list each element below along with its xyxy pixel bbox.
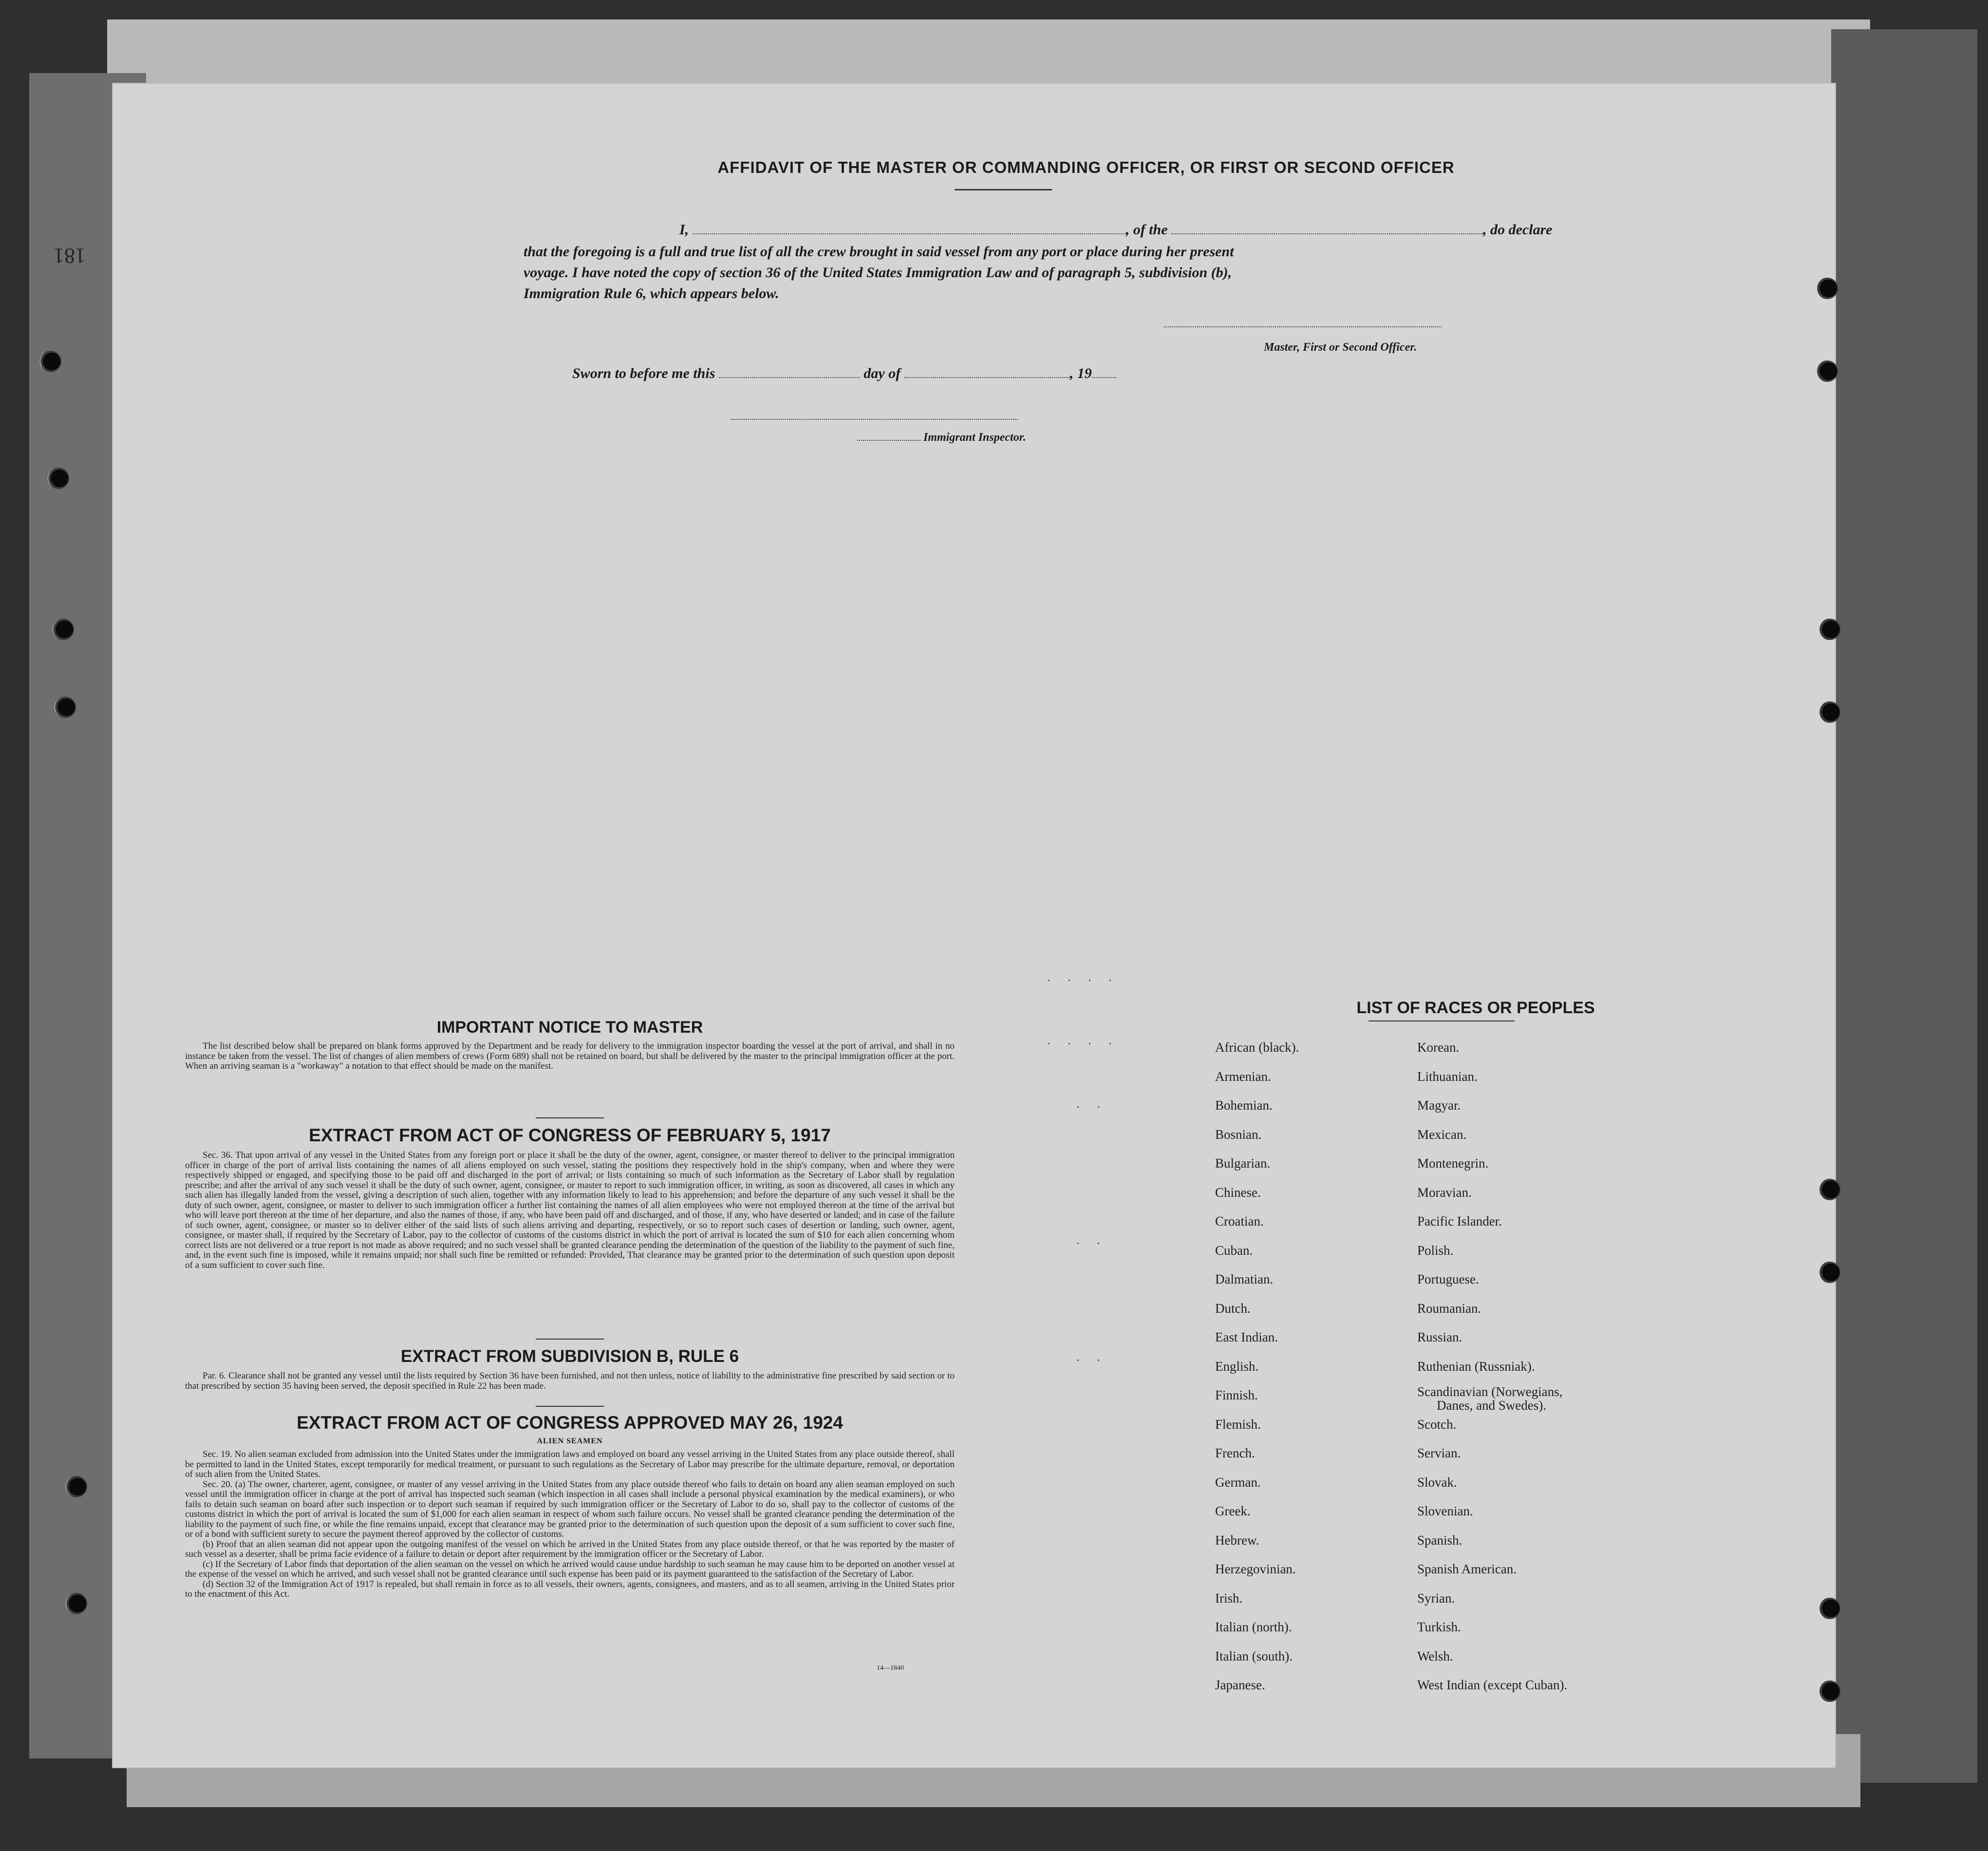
extract-1917-heading: EXTRACT FROM ACT OF CONGRESS OF FEBRUARY 5, 1917 [309,1125,831,1145]
race-item: Japanese. [1215,1678,1265,1692]
race-item: English. [1215,1359,1259,1374]
extract-1924-subheading: ALIEN SEAMEN [537,1437,603,1445]
back-sheet-right [1831,29,1977,1783]
extract-rule6-text: Par. 6. Clearance shall not be granted any vessel until the lists required by Section 36 have been furnished, and not then unless, notice of liability to the administrative fine prescribed by said section or to that prescribed by section 35 having been served, the deposit specified in Rule 22 has been made. [185,1371,955,1391]
declaration-line-1 [572,222,1552,238]
punch-hole [66,1476,87,1497]
race-item: Turkish. [1417,1620,1461,1634]
bleed-through-marks: . . . . [1047,1033,1119,1048]
stamp-number: 181 [54,244,86,268]
punch-hole [1819,1179,1840,1200]
race-item: Slovenian. [1417,1504,1473,1518]
race-item: Italian (south). [1215,1648,1293,1663]
punch-hole [1819,1681,1840,1702]
extract-rule6-heading: EXTRACT FROM SUBDIVISION B, RULE 6 [400,1347,739,1366]
race-item: Ruthenian (Russniak). [1417,1359,1535,1374]
sworn-day-field[interactable] [719,377,860,378]
punch-hole [40,351,61,372]
race-item: Irish. [1215,1590,1243,1605]
declaration-line-3: voyage. I have noted the copy of section 36 of the United States Immigration Law and of paragraph 5, subdivision (b), [524,264,1232,281]
bleed-through-marks: . . [1076,1232,1107,1247]
sec-20-d: (d) Section 32 of the Immigration Act of 1917 is repealed, but shall remain in force as to all vessels, their owners, agents, consignees, and masters, and as to all seamen, arriving in the United States prior to the enactment of this Act. [185,1579,955,1599]
notice-text: The list described below shall be prepared on blank forms approved by the Department and be ready for delivery to the immigration inspector boarding the vessel at the port of arrival, and shall in no instance be taken from the vessel. The list of changes of alien members of crews (Form 689) shall not be retained on board, but shall be delivered by the master to the principal immigration officer at the port. When an arriving seaman is a "workaway" a notation to that effect should be made on the manifest. [185,1041,955,1071]
of-the-text: , of the [1125,222,1168,238]
race-item: Lithuanian. [1417,1069,1478,1084]
declaration-line-4: Immigration Rule 6, which appears below. [524,285,779,302]
race-item: Bohemian. [1215,1098,1273,1113]
race-item: Korean. [1417,1040,1460,1055]
punch-hole [1817,360,1838,382]
punch-hole [48,468,69,489]
races-heading: LIST OF RACES OR PEOPLES [1356,999,1595,1017]
race-item: Pacific Islander. [1417,1214,1502,1228]
race-item: Welsh. [1417,1648,1453,1663]
race-item: Spanish. [1417,1532,1463,1548]
race-item: Scandinavian (Norwegians, Danes, and Swedes). [1417,1384,1563,1413]
section-rule [536,1339,604,1340]
race-item: Bosnian. [1215,1127,1262,1142]
sworn-month-field[interactable] [904,377,1070,378]
race-item: Hebrew. [1215,1532,1259,1548]
do-declare-text: , do declare [1483,222,1553,238]
race-item: Finnish. [1215,1388,1258,1402]
race-item: Mexican. [1417,1127,1467,1142]
races-rule [1369,1020,1515,1021]
race-item-continuation: Danes, and Swedes). [1437,1398,1546,1413]
race-item: Montenegrin. [1417,1156,1489,1171]
vessel-name-field[interactable] [1171,233,1483,234]
punch-hole [1819,1598,1840,1619]
race-item: African (black). [1215,1040,1299,1055]
sec-19: Sec. 19. No alien seaman excluded from admission into the United States under the immigration laws and employed on board any vessel arriving in the United States from any place outside thereof, shall be permitted to land in the United States, except temporarily for medical treatment, or pursuant to such regulations as the Secretary of Labor may prescribe for the ultimate departure, removal, or deportation of such alien from the United States. [185,1449,955,1479]
race-item: Italian (north). [1215,1620,1292,1634]
race-item: Cuban. [1215,1243,1253,1258]
form-page [112,83,1836,1768]
notice-heading: IMPORTANT NOTICE TO MASTER [436,1018,703,1037]
extract-1924-text [185,1450,955,1600]
master-signature-field[interactable] [1164,326,1442,327]
declarant-prefix: I, [679,222,689,238]
race-item: Magyar. [1417,1098,1461,1113]
race-item: Dutch. [1215,1301,1251,1316]
race-item: Herzegovinian. [1215,1562,1296,1576]
punch-hole [66,1593,87,1614]
race-item: Portuguese. [1417,1272,1479,1286]
sworn-line [572,365,1116,382]
race-item: East Indian. [1215,1330,1278,1344]
title-rule [955,189,1052,190]
race-item: French. [1215,1446,1255,1460]
inspector-signature-label: Immigrant Inspector. [857,431,1026,444]
punch-hole [1819,701,1840,723]
sec-20-b: (b) Proof that an alien seaman did not appear upon the outgoing manifest of the vessel on which he arrived in the United States from any place outside thereof, or that he was reported by the master of such vessel as a deserter, shall be prima facie evidence of a failure to detain or deport after requirement by the immigration officer or the Secretary of Labor. [185,1539,955,1559]
bleed-through-marks: . . . . [1047,969,1119,984]
race-item: Greek. [1215,1504,1251,1518]
form-number: 14—1840 [877,1664,904,1672]
race-item: Syrian. [1417,1590,1455,1605]
punch-hole [1819,619,1840,640]
punch-hole [1819,1262,1840,1283]
day-of-text: day of [863,365,901,381]
race-item: West Indian (except Cuban). [1417,1678,1568,1692]
race-item: Croatian. [1215,1214,1264,1228]
affidavit-title: AFFIDAVIT OF THE MASTER OR COMMANDING OFFICER, OR FIRST OR SECOND OFFICER [717,158,1455,176]
race-item: Roumanian. [1417,1301,1482,1316]
extract-1924-heading: EXTRACT FROM ACT OF CONGRESS APPROVED MAY 26, 1924 [297,1413,843,1433]
race-item: Polish. [1417,1243,1454,1258]
section-rule [536,1406,604,1407]
race-item: Bulgarian. [1215,1156,1271,1171]
race-item: German. [1215,1474,1261,1490]
section-rule [536,1117,604,1118]
punch-hole [1817,278,1838,299]
race-item: Servian. [1417,1446,1461,1460]
punch-hole [55,697,76,718]
race-item: Flemish. [1215,1417,1261,1432]
declaration-line-2: that the foregoing is a full and true list of all the crew brought in said vessel from any port or place during her present [524,244,1234,260]
race-item: Slovak. [1417,1474,1457,1490]
year-prefix-text: , 19 [1069,365,1092,381]
sworn-text: Sworn to before me this [572,365,715,381]
extract-1917-text: Sec. 36. That upon arrival of any vessel in the United States from any foreign port or place it shall be the duty of the owner, agent, consignee, or master thereof to deliver to the principal immigration officer in charge of the port of arrival lists containing the names of all aliens employed on such vessel, stating the positions they respectively hold in the ship's company, when and where they were respectively shipped or engaged, and specifying those to be paid off and discharged in the port of arrival; or lists containing so much of such information as the Secretary of Labor shall by regulation prescribe; and after the arrival of any such vessel it shall be the duty of such owner, agent, consignee, or master to report to such immigration officer, in writing, as soon as discovered, all cases in which any such alien has illegally landed from the vessel, giving a description of such alien, together with any information likely to lead to his apprehension; and before the departure of any such vessel it shall be the duty of such owner, agent, consignee, or master to deliver to such immigration officer a further list containing the names of all alien employees who were not employed thereon at the time of the arrival but who will leave port thereon at the time of her departure, and also the names of those, if any, who have been paid off and discharged, and of those, if any, who have deserted or landed; and in case of the failure of such owner, agent, consignee, or master so to deliver either of the said lists of such aliens arriving and departing, respectively, or so to report such cases of desertion or landing, such owner, agent, consignee, or master shall, if required by the Secretary of Labor, pay to the collector of customs of the customs district in which the port of arrival is located the sum of $10 for each alien concerning whom correct lists are not delivered or a true report is not made as above required; and no such vessel shall be granted clearance pending the determination of the question of the liability to the payment of such fine, and, in the event such fine is imposed, while it remains unpaid; nor shall such fine be remitted or refunded: Provided, That clearance may be granted prior to the determination of such question upon deposit of a sum sufficient to cover such fine. [185,1150,955,1270]
race-item: Spanish American. [1417,1562,1517,1576]
sworn-year-field[interactable] [1092,377,1116,378]
race-item: Chinese. [1215,1185,1261,1200]
punch-hole [53,619,74,640]
master-signature-label: Master, First or Second Officer. [1264,341,1417,354]
inspector-signature-field[interactable] [731,419,1018,420]
race-item: Dalmatian. [1215,1272,1274,1286]
race-item: Armenian. [1215,1069,1271,1084]
race-item: Moravian. [1417,1185,1472,1200]
sec-20-c: (c) If the Secretary of Labor finds that deportation of the alien seaman on the vessel on which he arrived would cause undue hardship to such seaman he may cause him to be deported on another vessel at the expense of the vessel on which he arrived, and such vessel shall not be granted clearance until such expense has been paid or its payment guaranteed to the satisfaction of the Secretary of Labor. [185,1559,955,1579]
race-item: Russian. [1417,1330,1463,1344]
sec-20-a: Sec. 20. (a) The owner, charterer, agent, consignee, or master of any vessel arriving in the United States from any place outside thereof who fails to detain on board any alien seaman employed on such vessel until the immigration officer in charge at the port of arrival has inspected such seaman (which inspection in all cases shall include a personal physical examination by the medical examiners), or who fails to detain such seaman on board after such inspection or to deport such seaman if required by such immigration officer or the Secretary of Labor to do so, shall pay to the collector of customs of the customs district in which the port of arrival is located the sum of $1,000 for each alien seaman in respect of whom such failure occurs. No vessel shall be granted clearance pending the determination of the liability to the payment of such fine, or while the fine remains unpaid, except that clearance may be granted prior to the determination of such question upon the deposit of a sum sufficient to cover such fine, or of a bond with sufficient surety to secure the payment thereof approved by the collector of customs. [185,1479,955,1539]
bleed-through-marks: . . [1076,1096,1107,1111]
bleed-through-marks: . . [1076,1349,1107,1364]
race-item: Scotch. [1417,1417,1457,1432]
declarant-name-field[interactable] [693,233,1126,234]
